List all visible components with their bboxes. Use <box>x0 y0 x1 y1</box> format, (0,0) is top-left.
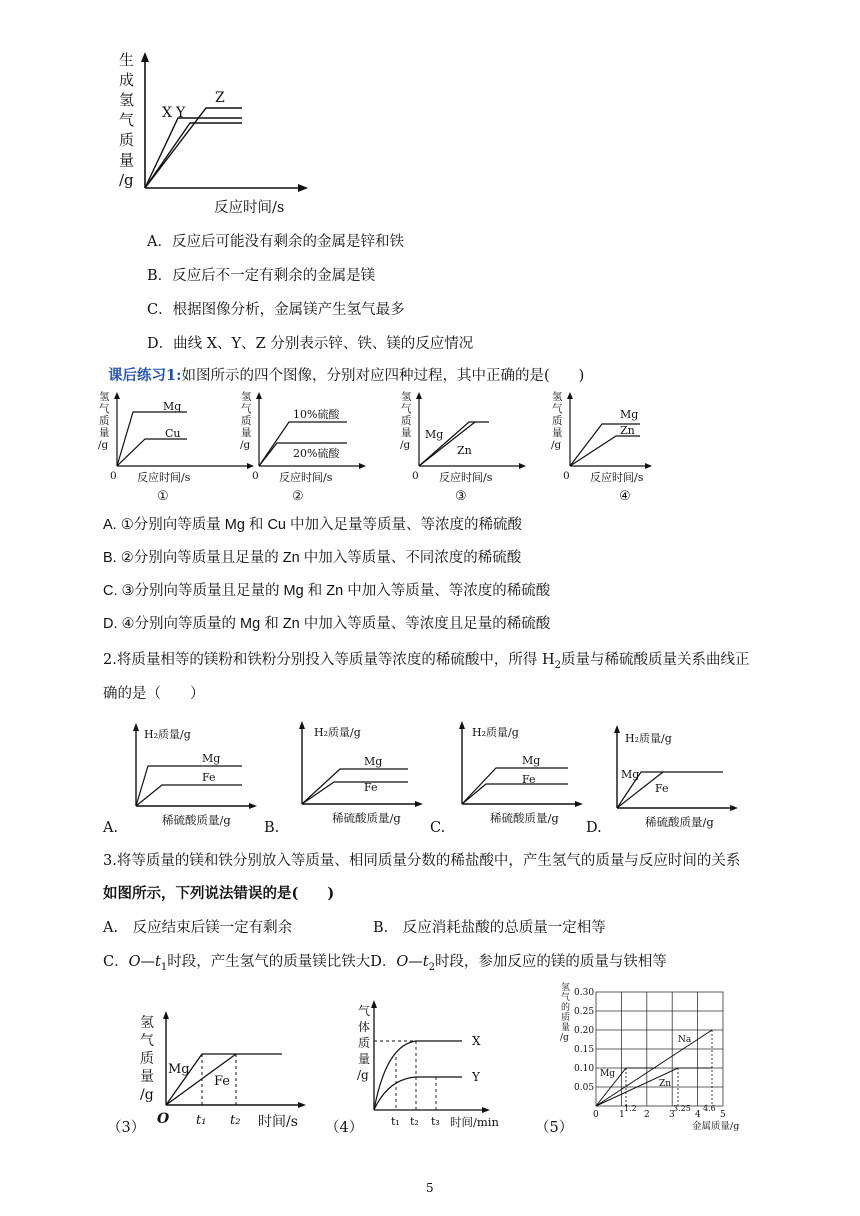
svg-text:量: 量 <box>358 1052 371 1066</box>
svg-text:的: 的 <box>561 1003 571 1013</box>
ex1-option-c: C. ③分别向等质量且足量的 Mg 和 Zn 中加入等质量、等浓度的稀硫酸 <box>103 583 551 599</box>
q2-graph-d <box>605 722 740 834</box>
ex1-g1-xlabel: 反应时间/s <box>137 471 191 484</box>
q3-stem-line2: 如图所示，下列说法错误的是( ) <box>103 885 335 902</box>
q2-b-ylabel: H₂质量/g <box>314 726 361 739</box>
svg-text:气: 气 <box>140 1033 154 1049</box>
q2-graph-a <box>124 720 259 832</box>
svg-text:1.2: 1.2 <box>624 1104 637 1113</box>
ex1-g4-num: ④ <box>619 489 631 504</box>
svg-text:4: 4 <box>695 1110 701 1120</box>
fig5-yticks <box>574 988 594 1093</box>
svg-text:0.30: 0.30 <box>574 988 595 998</box>
q2-a-xlabel: 稀硫酸质量/g <box>162 813 231 827</box>
fig4-label-y: Y <box>472 1070 480 1084</box>
fig4-tick-t1: t₁ <box>391 1115 400 1128</box>
q3-option-b: B. 反应消耗盐酸的总质量一定相等 <box>373 920 606 936</box>
svg-text:/g: /g <box>400 439 411 451</box>
fig4-ylabel <box>357 1003 370 1082</box>
svg-text:量: 量 <box>561 1023 571 1033</box>
ex1-g2-ylabel <box>240 390 252 451</box>
ex1-g4-curve-zn <box>570 436 640 466</box>
q2-stem-line2: 确的是（ ） <box>103 686 205 702</box>
svg-text:氢: 氢 <box>140 1015 154 1031</box>
svg-text:0.05: 0.05 <box>574 1083 595 1093</box>
fig4-tick-t2: t₂ <box>410 1115 419 1128</box>
ex1-g1-curve-cu <box>117 439 187 466</box>
ex1-g4-ylabel <box>551 390 563 451</box>
ex1-g1-zero: 0 <box>110 470 117 482</box>
fig4-curve-x <box>374 1041 462 1110</box>
q2-d-label-fe: Fe <box>655 782 669 795</box>
fig4-xlabel: 时间/min <box>450 1115 499 1129</box>
svg-text:氢: 氢 <box>241 391 252 403</box>
svg-text:气: 气 <box>99 403 110 415</box>
ex1-g1-num: ① <box>157 489 169 504</box>
q2-d-ylabel: H₂质量/g <box>625 732 672 745</box>
fig3-ylabel <box>140 1015 154 1103</box>
top-label-z: Z <box>215 90 225 106</box>
fig5-xticks <box>593 1104 726 1120</box>
q2-c-label-fe: Fe <box>522 773 536 786</box>
q-option-d: D．曲线 X、Y、Z 分别表示锌、铁、镁的反应情况 <box>147 336 474 352</box>
top-graph <box>110 40 320 220</box>
ex1-g1-ylabel <box>98 390 110 451</box>
q2-graph-c <box>450 718 585 830</box>
q2-graph-b <box>290 718 425 830</box>
ex1-title: 课后练习1: <box>108 367 182 384</box>
fig3-graph <box>130 1005 310 1135</box>
svg-text:3.25: 3.25 <box>673 1104 691 1113</box>
ex1-g2-zero: 0 <box>252 470 259 482</box>
top-xlabel: 反应时间/s <box>214 200 285 216</box>
svg-text:/g: /g <box>140 1087 154 1103</box>
svg-text:质: 质 <box>561 1013 571 1023</box>
svg-text:质: 质 <box>99 415 110 427</box>
q2-a-curve-fe <box>136 785 242 806</box>
ex1-g2-num: ② <box>292 489 304 504</box>
q2-c-label-mg: Mg <box>522 754 541 767</box>
svg-text:氢: 氢 <box>561 983 571 993</box>
svg-text:量: 量 <box>552 427 563 439</box>
svg-text:1: 1 <box>619 1110 625 1120</box>
svg-text:氢: 氢 <box>119 91 135 109</box>
q2-b-label-mg: Mg <box>364 755 383 768</box>
ex1-g4-label-2: Zn <box>620 424 635 437</box>
fig4-curve-y <box>374 1077 462 1110</box>
svg-text:2: 2 <box>644 1110 650 1120</box>
ex1-g3-zero: 0 <box>412 470 419 482</box>
fig5-ylabel <box>560 981 570 1043</box>
svg-text:0.20: 0.20 <box>574 1026 595 1036</box>
ex1-g4-label-1: Mg <box>620 408 639 421</box>
q2-c-ylabel: H₂质量/g <box>472 726 519 739</box>
ex1-heading <box>108 366 584 386</box>
top-y-arrow <box>141 52 149 62</box>
ex1-g2-label-2: 20%硫酸 <box>293 447 340 460</box>
fig3-origin: O <box>157 1111 170 1127</box>
svg-text:0.25: 0.25 <box>574 1007 595 1017</box>
svg-text:/g: /g <box>357 1068 369 1082</box>
q-option-a: A．反应后可能没有剩余的金属是锌和铁 <box>147 234 404 250</box>
fig5-num: （5） <box>535 1120 574 1136</box>
fig5-label-mg: Mg <box>600 1069 615 1079</box>
svg-text:生: 生 <box>119 51 135 69</box>
fig4-graph <box>350 995 525 1131</box>
ex1-stem: 如图所示的四个图像，分别对应四种过程，其中正确的是( ) <box>181 368 585 384</box>
q2-b-label-fe: Fe <box>364 781 378 794</box>
fig5-label-na: Na <box>678 1035 692 1045</box>
ex1-g2-label-1: 10%硫酸 <box>293 408 340 421</box>
svg-text:/g: /g <box>98 439 109 451</box>
svg-text:/g: /g <box>560 1033 569 1043</box>
svg-text:5: 5 <box>720 1110 726 1120</box>
q2-a-ylabel: H₂质量/g <box>144 728 191 741</box>
svg-text:体: 体 <box>358 1020 371 1034</box>
fig3-t2: t₂ <box>230 1113 241 1128</box>
ex1-g3-ylabel <box>400 390 412 451</box>
fig5-xlabel: 金属质量/g <box>692 1121 740 1132</box>
ex1-graph-2 <box>237 388 397 506</box>
fig3-num: （3） <box>107 1120 146 1136</box>
q2-letter-d: D. <box>586 820 602 836</box>
q2-b-curve-mg <box>302 769 408 804</box>
ex1-g4-xlabel: 反应时间/s <box>590 471 644 484</box>
ex1-option-b: B. ②分别向等质量且足量的 Zn 中加入等质量、不同浓度的稀硫酸 <box>103 550 522 566</box>
svg-text:/g: /g <box>551 439 562 451</box>
ex1-g3-label-1: Mg <box>425 428 444 441</box>
fig4-label-x: X <box>472 1034 481 1048</box>
q2-a-label-mg: Mg <box>202 752 221 765</box>
svg-text:0.10: 0.10 <box>574 1064 595 1074</box>
ex1-g2-xlabel: 反应时间/s <box>279 471 333 484</box>
top-graph-ylabel <box>119 51 134 189</box>
q-option-b: B．反应后不一定有剩余的金属是镁 <box>147 268 376 284</box>
svg-text:质: 质 <box>401 415 412 427</box>
ex1-option-d: D. ④分别向等质量的 Mg 和 Zn 中加入等质量、等浓度且足量的稀硫酸 <box>103 616 551 632</box>
ex1-g3-xlabel: 反应时间/s <box>439 471 493 484</box>
svg-text:0: 0 <box>593 1110 599 1120</box>
q2-stem-line1: 2.将质量相等的镁粉和铁粉分别投入等质量等浓度的稀硫酸中，所得 $H_2$质量与稀硫酸质量关系曲线正 <box>103 652 750 671</box>
q3-option-a: A. 反应结束后镁一定有剩余 <box>103 920 293 936</box>
page-number: 5 <box>426 1181 434 1195</box>
ex1-graph-4 <box>548 388 708 506</box>
svg-text:气: 气 <box>241 403 252 415</box>
svg-text:量: 量 <box>119 151 135 169</box>
fig4-num: （4） <box>325 1120 364 1136</box>
svg-text:气: 气 <box>561 993 571 1003</box>
svg-text:质: 质 <box>552 415 563 427</box>
q2-d-xlabel: 稀硫酸质量/g <box>645 815 714 829</box>
ex1-g1-label-2: Cu <box>165 427 181 440</box>
ex1-option-a: A. ①分别向等质量 Mg 和 Cu 中加入足量等质量、等浓度的稀硫酸 <box>103 517 523 533</box>
top-curve-x <box>145 118 242 188</box>
top-label-x: X <box>162 105 172 121</box>
svg-text:气: 气 <box>552 403 563 415</box>
q2-a-curve-mg <box>136 766 242 806</box>
ex1-g3-num: ③ <box>455 489 467 504</box>
svg-text:质: 质 <box>119 131 135 149</box>
svg-text:氢: 氢 <box>552 391 563 403</box>
svg-text:质: 质 <box>140 1051 154 1067</box>
ex1-g4-zero: 0 <box>563 470 570 482</box>
svg-text:气: 气 <box>119 111 135 129</box>
ex1-graph-1 <box>95 388 255 506</box>
svg-text:质: 质 <box>241 415 252 427</box>
svg-text:氢: 氢 <box>99 391 110 403</box>
ex1-g3-label-2: Zn <box>457 444 472 457</box>
top-curve-z <box>145 108 242 188</box>
ex1-g1-label-1: Mg <box>163 400 182 413</box>
svg-text:/g: /g <box>119 171 134 189</box>
svg-text:量: 量 <box>401 427 412 439</box>
q2-letter-a: A. <box>103 820 119 836</box>
svg-text:量: 量 <box>241 427 252 439</box>
q3-option-c-d: C．$O—t_1$时段，产生氢气的质量镁比铁大D．$O—t_2$时段，参加反应的镁的质量与铁相等 <box>103 954 667 973</box>
svg-text:气: 气 <box>401 403 412 415</box>
svg-text:/g: /g <box>240 439 251 451</box>
svg-text:量: 量 <box>99 427 110 439</box>
q2-b-curve-fe <box>302 782 408 804</box>
q2-c-xlabel: 稀硫酸质量/g <box>490 811 559 825</box>
q3-stem-line1: 3.将等质量的镁和铁分别放入等质量、相同质量分数的稀盐酸中，产生氢气的质量与反应时间的关系 <box>103 853 741 869</box>
svg-text:0.15: 0.15 <box>574 1045 595 1055</box>
fig3-label-fe: Fe <box>214 1074 231 1089</box>
svg-text:氢: 氢 <box>401 391 412 403</box>
top-x-arrow <box>298 184 308 192</box>
fig5-label-zn: Zn <box>659 1079 672 1089</box>
svg-text:4.6: 4.6 <box>703 1104 716 1113</box>
fig3-t1: t₁ <box>196 1113 207 1128</box>
ex1-graph-3 <box>397 388 547 506</box>
q2-b-xlabel: 稀硫酸质量/g <box>332 811 401 825</box>
svg-text:3: 3 <box>669 1110 675 1120</box>
svg-text:质: 质 <box>358 1036 371 1050</box>
svg-text:气: 气 <box>358 1004 371 1018</box>
q-option-c: C．根据图像分析，金属镁产生氢气最多 <box>147 302 405 318</box>
q2-letter-c: C. <box>430 820 446 836</box>
q2-d-label-mg: Mg <box>621 768 640 781</box>
svg-text:成: 成 <box>119 71 135 89</box>
q2-a-label-fe: Fe <box>202 771 216 784</box>
fig4-tick-t3: t₃ <box>431 1115 440 1128</box>
q2-letter-b: B. <box>264 820 280 836</box>
fig3-xlabel: 时间/s <box>258 1114 298 1130</box>
fig3-label-mg: Mg <box>168 1062 190 1077</box>
top-label-y: Y <box>176 105 186 121</box>
fig5-graph <box>558 978 740 1138</box>
q2-c-curve-mg <box>462 768 568 804</box>
svg-text:量: 量 <box>140 1069 154 1085</box>
